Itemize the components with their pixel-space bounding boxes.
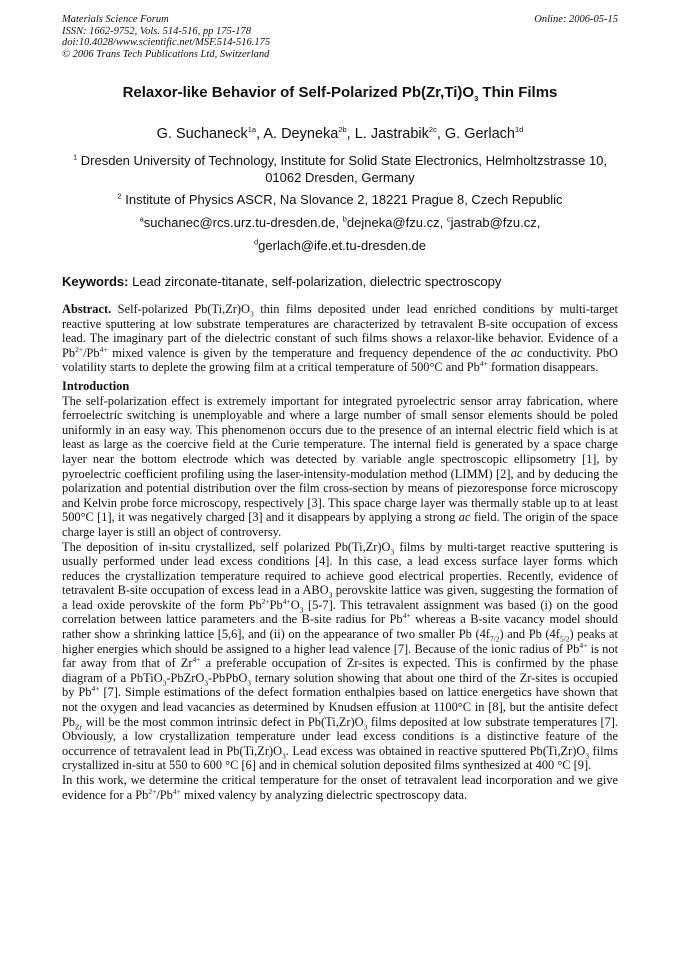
affiliation-2 xyxy=(62,191,618,208)
affiliation-1 xyxy=(62,152,618,186)
author-sup: 2b xyxy=(338,125,347,135)
issn-line: ISSN: 1662-9752, Vols. 514-516, pp 175-178 xyxy=(62,25,251,37)
affiliation-num: 2 xyxy=(117,191,122,201)
journal-header xyxy=(62,14,618,60)
author-sup: 2c xyxy=(428,125,437,135)
author-sup: 1a xyxy=(247,125,257,135)
online-date: Online: 2006-05-15 xyxy=(534,14,618,25)
email-list: $^a$suchanec@rcs.urz.tu-dresden.de, $^b$dejneka@fzu.cz, $^c$jastrab@fzu.cz, $^d$gerlach@ife.et.tu-dresden.de xyxy=(139,214,541,253)
paragraph: The self-polarization effect is extremely important for integrated pyroelectric sensor array fabrication, where ferroelectric switching is unemployable and where a large number of small sensor elements should be poled uniformly in an easy way. This phenomenon occurs due to the presence of an internal electric field which is at least as large as the coercive field at the Curie temperature. The internal field is generated by a space charge layer near the bottom electrode which was detected by variable angle spectroscopic ellipsometry [1], by pyroelectric coefficient profiling using the laser-intensity-modulation method (LIMM) [2], and by deducing the polarization and potential distribution over the film cross-section by means of piezoresponse force microscopy and Kelvin probe force microscopy, respectively [3]. This space charge layer was thermally stable up to at least 500°C [1], it was negatively charged [3] and it disappears by applying a strong ac field. The origin of the space charge layer is still an object of controversy. xyxy=(62,393,618,539)
abstract-label: Abstract. xyxy=(62,302,112,316)
author-name: G. Gerlach xyxy=(444,126,515,142)
affiliation-text: Institute of Physics ASCR, Na Slovance 2, 18221 Prague 8, Czech Republic xyxy=(125,192,563,207)
paragraph: The deposition of in-situ crystallized, self polarized $Pb(Ti,Zr)O_3$ films by multi-target reactive sputtering is usually performed under lead excess conditions [4]. In this case, a lead excess surface layer forms which reduces the crystallization temperature required to achieve good electrical properties. Recently, evidence of tetravalent B-site occupation of excess lead in a $ABO_3$ perovskite lattice was given, suggesting the formation of a lead oxide perovskite of the form $Pb^{2+}Pb^{4+}O_3$ [5-7]. This tetravalent assignment was based (i) on the good correlation between lattice parameters and the B-site radius for $Pb^{4+}$ whereas a B-site vacancy model should rather show a shrinking lattice [5,6], and (ii) on the appearance of two smaller Pb $(4f_{7/2})$ and Pb $(4f_{5/2})$ peaks at higher energies which should be assigned to a higher lead valence [7]. Because of the ionic radius of $Pb^{4+}$ is not far away from that of $Zr^{4+}$ a preferable occupation of Zr-sites is expected. This is confirmed by the phase diagram of a PbTiO$_3$-PbZrO$_3$-PbPbO$_3$ ternary solution showing that about one third of the Zr-sites is occupied by $Pb^{4+}$ [7]. Simple estimations of the defect formation enthalpies based on lattice energetics have shown that not the oxygen and lead vacancies as determined by Knudsen effusion at 1100°C in [8], but the antisite defect $Pb_{Zr}$ will be the most common intrinsic defect in $Pb(Ti,Zr)O_3$ films deposited at low substrate temperatures [7]. Obviously, a low crystallization temperature under lead excess conditions is a distinctive feature of the occurrence of tetravalent lead in $Pb(Ti,Zr)O_3$. Lead excess was obtained in reactive sputtered $Pb(Ti,Zr)O_3$ films crystallized in-situ at 550 to 600 °C [6] and in chemical solution deposited films synthesized at 400 °C [9]. xyxy=(62,539,619,773)
email-address[interactable]: suchanec@rcs.urz.tu-dresden.de xyxy=(143,215,336,230)
email-sup: a xyxy=(139,214,144,224)
keywords-text: Lead zirconate-titanate, self-polarization, dielectric spectroscopy xyxy=(132,274,502,289)
doi-line[interactable]: doi:10.4028/www.scientific.net/MSF.514-516.175 xyxy=(62,37,271,48)
email-address[interactable]: dejneka@fzu.cz xyxy=(346,215,440,230)
keywords xyxy=(62,274,618,289)
section-heading-introduction: Introduction xyxy=(62,378,130,393)
paper-title: Relaxor-like Behavior of Self-Polarized $Pb(Zr,Ti)O_3$ Thin Films xyxy=(122,84,558,103)
author-name: L. Jastrabik xyxy=(354,126,429,142)
affiliation-num: 1 xyxy=(72,152,78,162)
abstract: Abstract. Self-polarized $Pb(Ti,Zr)O_3$ thin films deposited under lead enriched conditions by multi-target reactive sputtering at low substrate temperatures are characterized by tetravalent B-site occupation of excess lead. The imaginary part of the dielectric constant of such films shows a relaxor-like behavior. Evidence of a $Pb^{2+}/Pb^{4+}$ mixed valence is given by the temperature and frequency dependence of the ac conductivity. PbO volatility starts to deplete the growing film at a critical temperature of 500°C and $Pb^{4+}$ formation disappears. xyxy=(62,302,618,375)
author-name: A. Deyneka xyxy=(263,126,339,142)
email-address[interactable]: jastrab@fzu.cz xyxy=(450,215,537,230)
email-sup: d xyxy=(253,237,259,247)
author-name: G. Suchaneck xyxy=(156,126,248,142)
email-sup: c xyxy=(446,214,451,224)
author-sup: 1d xyxy=(514,125,524,135)
email-sup: b xyxy=(342,214,347,224)
author-list: G. Suchaneck$^{1a}$, A. Deyneka$^{2b}$, L. Jastrabik$^{2c}$, G. Gerlach$^{1d}$ xyxy=(156,125,524,142)
journal-name: Materials Science Forum xyxy=(62,14,169,25)
keywords-label: Keywords: xyxy=(62,274,129,289)
paragraph: In this work, we determine the critical temperature for the onset of tetravalent lead incorporation and we give evidence for a $Pb^{2+}/Pb^{4+}$ mixed valency by analyzing dielectric spectroscopy data. xyxy=(62,773,618,802)
copyright-line: © 2006 Trans Tech Publications Ltd, Switzerland xyxy=(62,48,270,60)
affiliation-text: Dresden University of Technology, Institute for Solid State Electronics, Helmholtzstrasse 10, 01062 Dresden, Germany xyxy=(80,153,608,185)
email-address[interactable]: gerlach@ife.et.tu-dresden.de xyxy=(258,238,427,253)
paper-body xyxy=(62,302,618,802)
